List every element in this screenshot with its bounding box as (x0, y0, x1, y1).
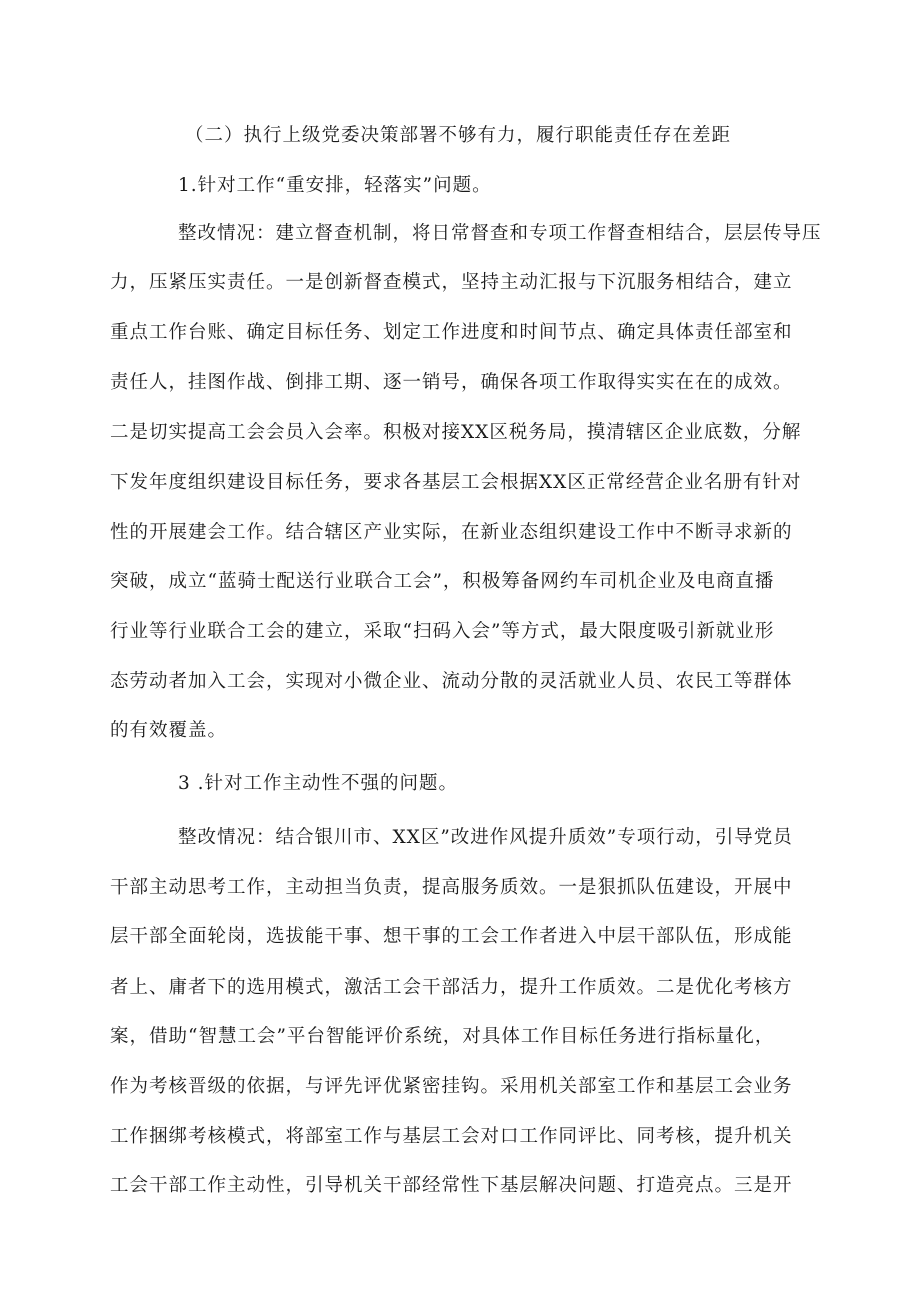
section-heading: （二）执行上级党委决策部署不够有力，履行职能责任存在差距 (185, 125, 732, 146)
paragraph-line: 性的开展建会工作。结合辖区产业实际，在新业态组织建设工作中不断寻求新的 (110, 522, 793, 543)
paragraph-line: 干部主动思考工作，主动担当负责，提高服务质效。一是狠抓队伍建设，开展中 (110, 877, 793, 898)
item-1-title: 1.针对工作“重安排，轻落实”问题。 (178, 175, 492, 196)
paragraph-line: 工作捆绑考核模式，将部室工作与基层工会对口工作同评比、同考核，提升机关 (110, 1126, 793, 1147)
paragraph-line: 责任人，挂图作战、倒排工期、逐一销号，确保各项工作取得实实在在的成效。 (110, 372, 793, 393)
paragraph-line: 下发年度组织建设目标任务，要求各基层工会根据XX区正常经营企业名册有针对 (110, 472, 802, 493)
paragraph-line: 层干部全面轮岗，选拔能干事、想干事的工会工作者进入中层干部队伍，形成能 (110, 926, 793, 947)
paragraph-line: 二是切实提高工会会员入会率。积极对接XX区税务局，摸清辖区企业底数，分解 (110, 422, 802, 443)
paragraph-line: 行业等行业联合工会的建立，采取“扫码入会”等方式，最大限度吸引新就业形 (110, 621, 775, 642)
paragraph-line: 突破，成立“蓝骑士配送行业联合工会”，积极筹备网约车司机企业及电商直播 (110, 571, 775, 592)
paragraph-line: 工会干部工作主动性，引导机关干部经常性下基层解决问题、打造亮点。三是开 (110, 1175, 793, 1196)
paragraph-line: 重点工作台账、确定目标任务、划定工作进度和时间节点、确定具体责任部室和 (110, 322, 793, 343)
paragraph-line: 作为考核晋级的依据，与评先评优紧密挂钩。采用机关部室工作和基层工会业务 (110, 1076, 793, 1097)
paragraph-line: 的有效覆盖。 (110, 720, 228, 741)
paragraph-line: 态劳动者加入工会，实现对小微企业、流动分散的灵活就业人员、农民工等群体 (110, 671, 793, 692)
item-3-title: 3 .针对工作主动性不强的问题。 (178, 773, 459, 794)
paragraph-line: 整改情况：建立督查机制，将日常督查和专项工作督查相结合，层层传导压 (178, 223, 822, 244)
paragraph-line: 案，借助“智慧工会”平台智能评价系统，对具体工作目标任务进行指标量化， (110, 1026, 775, 1047)
paragraph-line: 力，压紧压实责任。一是创新督查模式，坚持主动汇报与下沉服务相结合，建立 (110, 272, 793, 293)
paragraph-line: 者上、庸者下的选用模式，激活工会干部活力，提升工作质效。二是优化考核方 (110, 977, 793, 998)
paragraph-line: 整改情况：结合银川市、XX区”改进作风提升质效”专项行动，引导党员 (178, 827, 793, 848)
